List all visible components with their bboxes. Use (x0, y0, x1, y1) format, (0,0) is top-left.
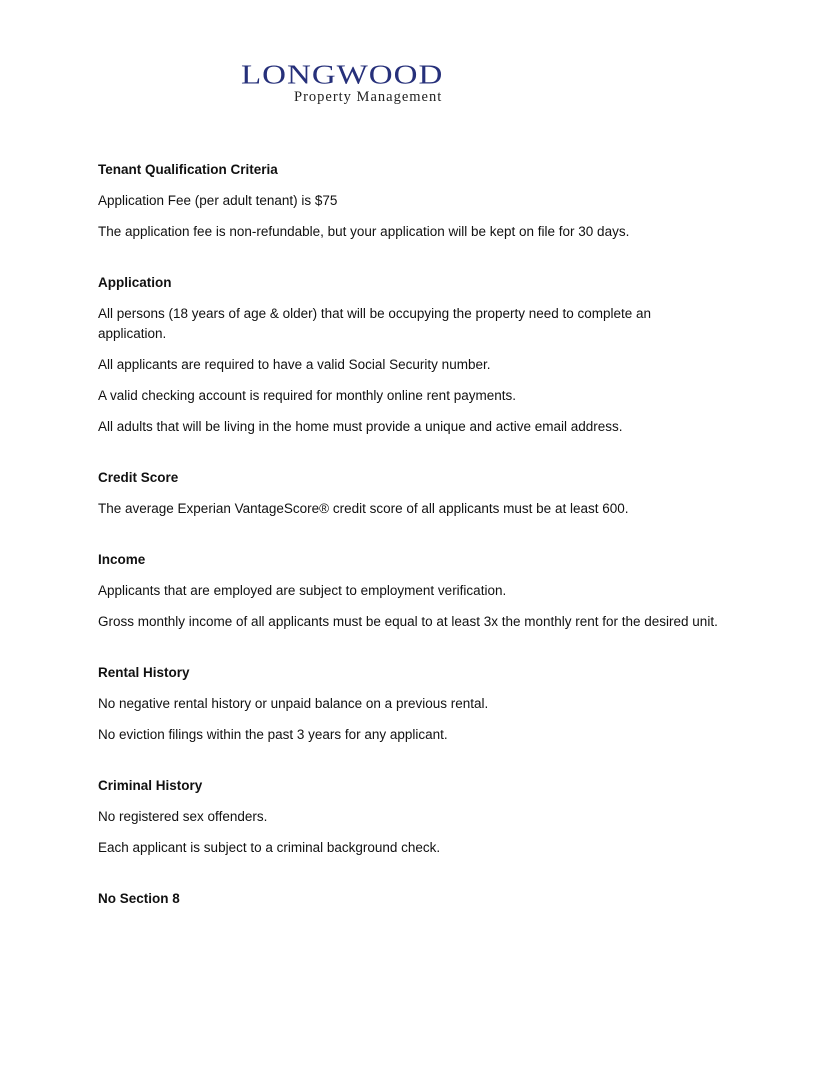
section-credit-score (98, 468, 778, 519)
paragraph: The application fee is non-refundable, but your application will be kept on file for 30 days. (98, 224, 630, 239)
paragraph: No eviction filings within the past 3 years for any applicant. (98, 727, 448, 742)
paragraph: A valid checking account is required for monthly online rent payments. (98, 388, 516, 403)
section-heading: Criminal History (98, 778, 203, 793)
paragraph: Applicants that are employed are subject to employment verification. (98, 583, 507, 598)
section-heading: Tenant Qualification Criteria (98, 162, 278, 177)
section-no-section-8 (98, 889, 778, 909)
section-heading: Credit Score (98, 470, 179, 485)
logo-wordmark: LONGWOOD (241, 60, 444, 90)
section-criminal-history (98, 776, 778, 858)
paragraph: Each applicant is subject to a criminal background check. (98, 840, 441, 855)
section-heading: Income (98, 552, 146, 567)
paragraph: No negative rental history or unpaid balance on a previous rental. (98, 696, 489, 711)
paragraph: The average Experian VantageScore® credit score of all applicants must be at least 600. (98, 501, 629, 516)
section-income (98, 550, 778, 632)
section-application (98, 273, 778, 437)
company-logo (241, 62, 503, 106)
paragraph: No registered sex offenders. (98, 809, 268, 824)
paragraph: Gross monthly income of all applicants must be equal to at least 3x the monthly rent for the desired unit. (98, 614, 718, 629)
section-heading: No Section 8 (98, 891, 180, 906)
criteria-content (98, 160, 778, 940)
section-heading: Application (98, 275, 172, 290)
paragraph: All persons (18 years of age & older) that will be occupying the property need to complete an application. (98, 306, 652, 341)
paragraph: All adults that will be living in the home must provide a unique and active email address. (98, 419, 623, 434)
section-tenant-qualification (98, 160, 778, 242)
section-heading: Rental History (98, 665, 190, 680)
logo-tagline: Property Management (294, 89, 443, 105)
paragraph: Application Fee (per adult tenant) is $75 (98, 193, 338, 208)
paragraph: All applicants are required to have a valid Social Security number. (98, 357, 491, 372)
section-rental-history (98, 663, 778, 745)
